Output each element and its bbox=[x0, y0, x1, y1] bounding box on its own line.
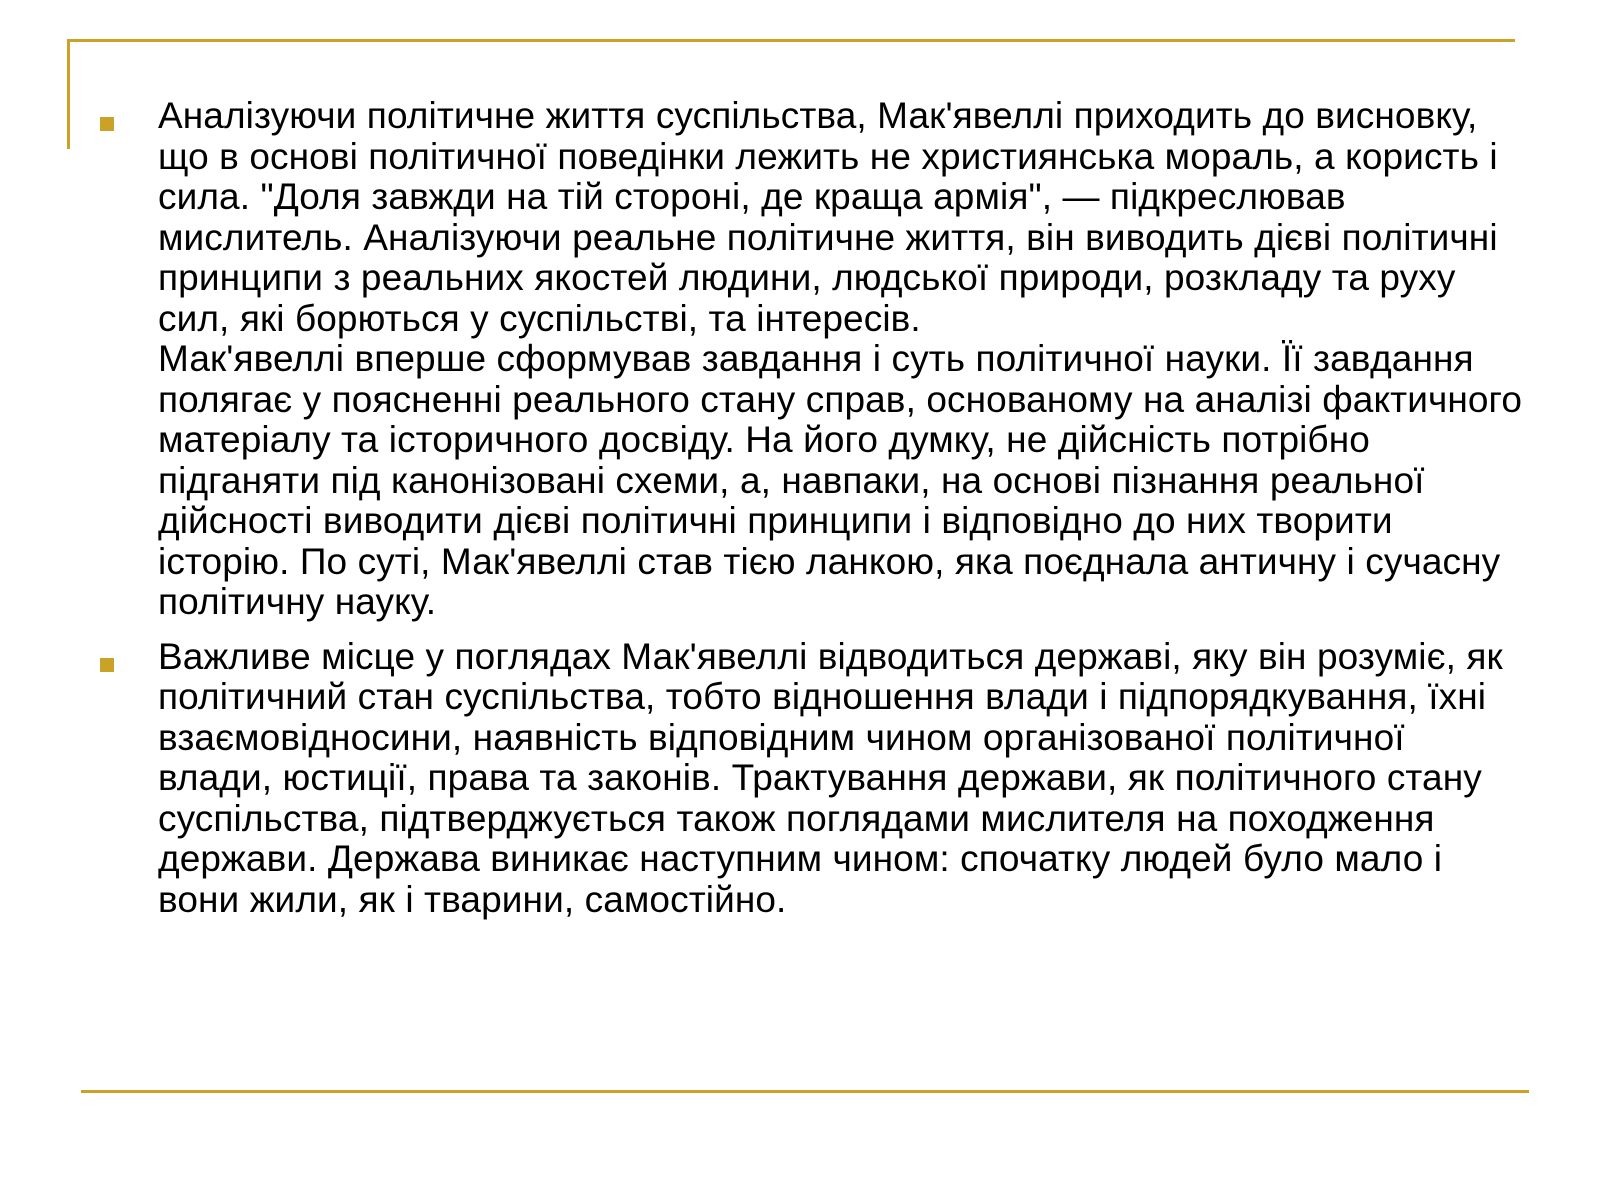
square-bullet-icon bbox=[100, 117, 114, 131]
bullet-item-1 bbox=[96, 96, 1526, 623]
top-border-line bbox=[67, 39, 1515, 42]
bullet-1-paragraph-1: Аналізуючи політичне життя суспільства, Мак'явеллі приходить до висновку, що в основі політичної поведінки лежить не християнська мораль, а користь і сила. "Доля завжди на тій стороні, де краща армія", — підкреслював мислитель. Аналізуючи реальне політичне життя, він виводить дієві політичні принципи з реальних якостей людини, людської природи, розкладу та руху сил, які борються у суспільстві, та інтересів. bbox=[158, 95, 1498, 339]
bottom-border-line bbox=[81, 1090, 1529, 1093]
slide-body bbox=[96, 96, 1526, 934]
square-bullet-icon bbox=[100, 658, 114, 672]
bullet-1-paragraph-2: Мак'явеллі вперше сформував завдання і суть політичної науки. Її завдання полягає у поясненні реального стану справ, основаному на аналізі фактичного матеріалу та історичного досвіду. На його думку, не дійсність потрібно підганяти під канонізовані схеми, а, навпаки, на основі пізнання реальної дійсності виводити дієві політичні принципи і відповідно до них творити історію. По суті, Мак'явеллі став тією ланкою, яка поєднала античну і сучасну політичну науку. bbox=[158, 338, 1523, 622]
left-border-line bbox=[67, 39, 70, 149]
bullet-2-paragraph-1: Важливе місце у поглядах Мак'явеллі відводиться державі, яку він розуміє, як політичний стан суспільства, тобто відношення влади і підпорядкування, їхні взаємовідносини, наявність відповідним чином організованої політичної влади, юстиції, права та законів. Трактування держави, як політичного стану суспільства, підтверджується також поглядами мислителя на походження держави. Держава виникає наступним чином: спочатку людей було мало і вони жили, як і тварини, самостійно. bbox=[158, 635, 1503, 920]
bullet-item-2 bbox=[96, 637, 1526, 921]
